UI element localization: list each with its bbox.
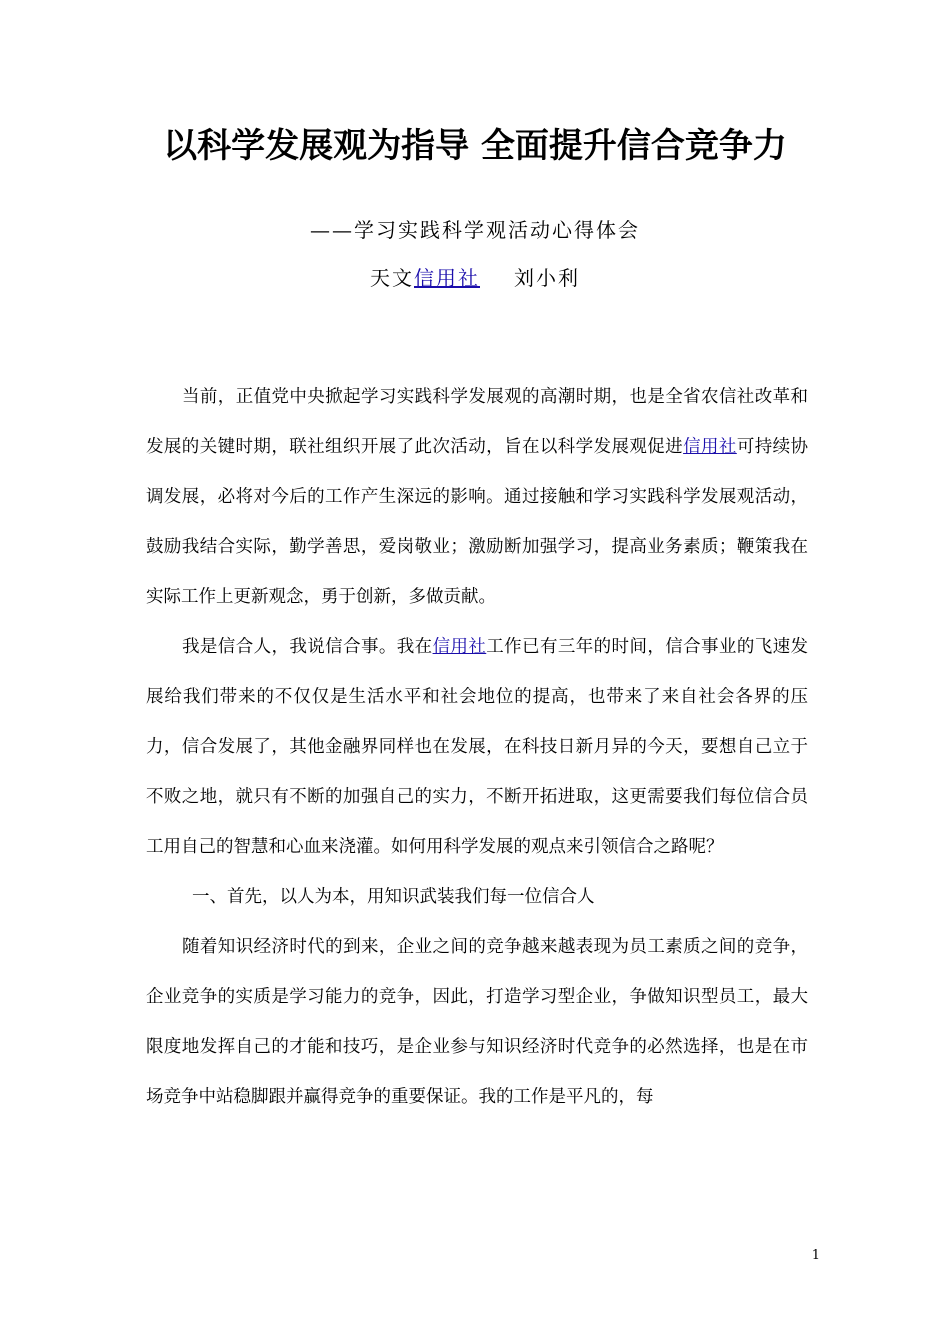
author-org-prefix: 天文 [370, 266, 414, 290]
paragraph-1-text-a: 当前，正值党中央掀起学习实践科学发展观的高潮时期，也是全省农信社改革和发展的关键时期，联社组织开展了此次活动，旨在以科学发展观促进 [146, 387, 808, 457]
paragraph-1-text-b: 可持续协调发展，必将对今后的工作产生深远的影响。通过接触和学习实践科学发展观活动，鼓励我结合实际，勤学善思，爱岗敬业；激励断加强学习，提高业务素质；鞭策我在实际工作上更新观念，勇于创新，多做贡献。 [146, 437, 809, 607]
document-subtitle: ——学习实践科学观活动心得体会 [310, 218, 640, 242]
paragraph-2-link[interactable]: 信用社 [432, 637, 487, 657]
page-number: 1 [811, 1248, 820, 1263]
author-name: 刘小利 [514, 266, 580, 290]
paragraph-3: 随着知识经济时代的到来，企业之间的竞争越来越表现为员工素质之间的竞争，企业竞争的实质是学习能力的竞争，因此，打造学习型企业，争做知识型员工，最大限度地发挥自己的才能和技巧，是企业参与知识经济时代竞争的必然选择，也是在市场竞争中站稳脚跟并赢得竞争的重要保证。我的工作是平凡的，每 [146, 937, 808, 1107]
paragraph-2 [146, 622, 808, 872]
paragraph-1 [146, 372, 808, 622]
paragraph-1-link[interactable]: 信用社 [683, 437, 737, 457]
paragraph-2-text-b: 工作已有三年的时间，信合事业的飞速发展给我们带来的不仅仅是生活水平和社会地位的提高，也带来了来自社会各界的压力，信合发展了，其他金融界同样也在发展，在科技日新月异的今天，要想自己立于不败之地，就只有不断的加强自己的实力，不断开拓进取，这更需要我们每位信合员工用自己的智慧和心血来浇灌。如何用科学发展的观点来引领信合之路呢？ [146, 637, 809, 857]
paragraph-2-text-a: 我是信合人，我说信合事。我在 [182, 637, 433, 657]
document-title: 以科学发展观为指导 全面提升信合竞争力 [163, 126, 787, 166]
author-line [0, 262, 950, 291]
section-heading-1: 一、首先，以人为本，用知识武装我们每一位信合人 [192, 887, 595, 907]
document-body [146, 372, 808, 1122]
author-org-link[interactable]: 信用社 [414, 266, 480, 290]
